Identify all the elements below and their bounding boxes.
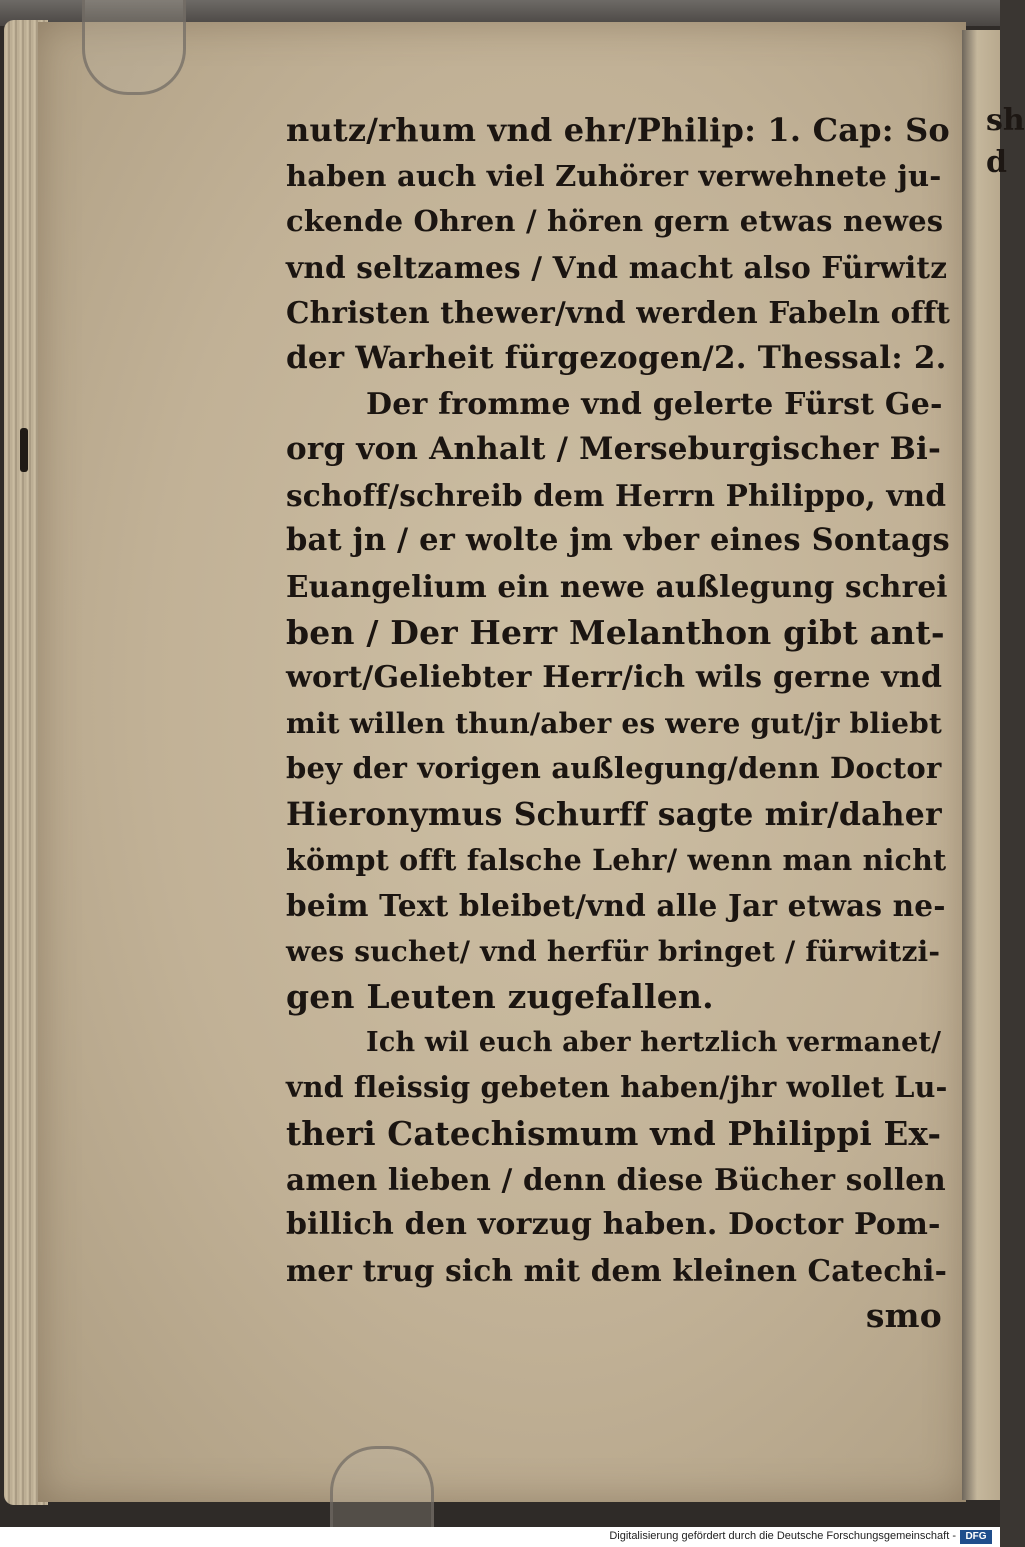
text-line: bey der vorigen außlegung/denn Doctor bbox=[286, 751, 942, 786]
text-line: vnd fleissig gebeten haben/jhr wollet Lu- bbox=[286, 1070, 948, 1105]
text-line: haben auch viel Zuhörer verwehnete ju- bbox=[286, 158, 942, 193]
page-text bbox=[286, 108, 950, 1339]
text-line: kömpt offt falsche Lehr/ wenn man nicht bbox=[286, 842, 947, 877]
margin-ink-mark bbox=[20, 428, 28, 472]
text-line: billich den vorzug haben. Doctor Pom- bbox=[286, 1207, 941, 1243]
text-line: vnd seltzames / Vnd macht also Fürwitz bbox=[286, 249, 948, 285]
text-line: Hieronymus Schurff sagte mir/daher bbox=[286, 795, 942, 833]
text-line: ben / Der Herr Melanthon gibt ant- bbox=[286, 612, 945, 652]
text-line: Euangelium ein newe außlegung schrei bbox=[286, 568, 948, 604]
text-line: Christen thewer/vnd werden Fabeln offt bbox=[286, 295, 951, 331]
text-line: der Warheit fürgezogen/2. Thessal: 2. bbox=[286, 339, 947, 376]
text-line: beim Text bleibet/vnd alle Jar etwas ne- bbox=[286, 888, 946, 924]
catchword: smo bbox=[865, 1296, 942, 1336]
text-line: ckende Ohren / hören gern etwas newes bbox=[286, 204, 944, 239]
text-line: org von Anhalt / Merseburgischer Bi- bbox=[286, 431, 942, 468]
footer-credit: Digitalisierung gefördert durch die Deutsche Forschungsgemeinschaft - bbox=[609, 1530, 956, 1542]
text-line: gen Leuten zugefallen. bbox=[286, 977, 714, 1017]
footer-bar bbox=[0, 1527, 1000, 1547]
text-line: mit willen thun/aber es were gut/jr bliebt bbox=[286, 706, 943, 740]
facing-page-fragment: sh d bbox=[986, 103, 1025, 180]
text-line: wes suchet/ vnd herfür bringet / fürwitzi- bbox=[286, 934, 941, 968]
text-line: theri Catechismum vnd Philippi Ex- bbox=[286, 1114, 942, 1154]
text-line: wort/Geliebter Herr/ich wils gerne vnd bbox=[286, 660, 943, 696]
clip-bottom bbox=[330, 1446, 434, 1529]
dfg-logo: DFG bbox=[960, 1530, 992, 1544]
text-line: Der fromme vnd gelerte Fürst Ge- bbox=[366, 386, 943, 422]
text-line: mer trug sich mit dem kleinen Catechi- bbox=[286, 1252, 948, 1288]
text-line: nutz/rhum vnd ehr/Philip: 1. Cap: So bbox=[286, 111, 950, 149]
text-line: amen lieben / denn diese Bücher sollen bbox=[286, 1161, 946, 1197]
text-line: bat jn / er wolte jm vber eines Sontags bbox=[286, 522, 950, 559]
text-line: schoff/schreib dem Herrn Philippo, vnd bbox=[286, 477, 947, 513]
text-line: Ich wil euch aber hertzlich vermanet/ bbox=[366, 1026, 942, 1058]
clip-top bbox=[82, 0, 186, 95]
